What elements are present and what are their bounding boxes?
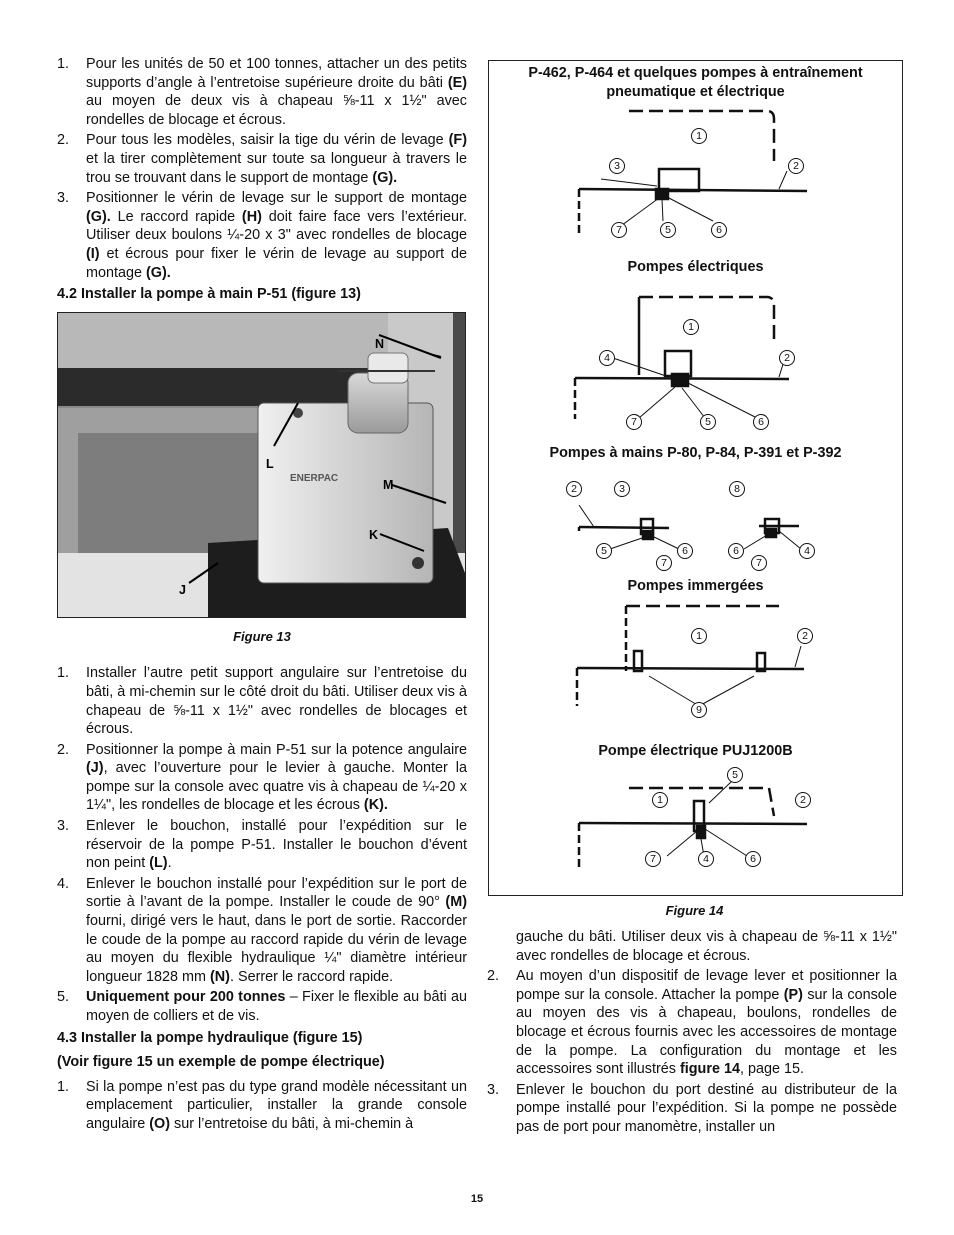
- text-run: gauche du bâti. Utiliser deux vis à chapeau de ⅝-11 x 1½" avec rondelles de blocage et écrous.: [516, 929, 897, 964]
- bold-text: (J): [86, 760, 104, 777]
- left-column: [57, 55, 467, 1136]
- pump-brand-label: ENERPAC: [290, 472, 339, 484]
- list-item-number: 2.: [487, 968, 500, 985]
- callout-7: 7: [645, 851, 661, 867]
- callout-7: 7: [751, 555, 767, 571]
- callout-2: 2: [566, 481, 582, 497]
- photo-label-l: L: [266, 456, 274, 471]
- figure-14-diagrams: [489, 61, 902, 895]
- callout-2: 2: [795, 792, 811, 808]
- callout-2: 2: [788, 158, 804, 174]
- text-run: sur la console au moyen des vis à chapeau, boulons, rondelles de blocage et écrous fournis avec les accessoires de montage de la pompe. La configuration du montage et les accessoires sont illustrés: [516, 986, 897, 1078]
- bold-text: (L): [149, 855, 168, 872]
- photo-label-k: K: [369, 527, 379, 542]
- figure-14-title-5: Pompe électrique PUJ1200B: [598, 743, 793, 759]
- bold-text: (F): [448, 132, 467, 149]
- callout-3: 3: [609, 158, 625, 174]
- steps-a: [57, 55, 467, 282]
- bold-text: (G).: [372, 169, 398, 186]
- list-item-number: 2.: [57, 741, 70, 758]
- list-item: [57, 55, 467, 129]
- figure-14-caption: Figure 14: [665, 903, 724, 918]
- list-item: [57, 988, 467, 1025]
- callout-4: 4: [599, 350, 615, 366]
- text-run: au moyen de deux vis à chapeau ⅝-11 x 1½" avec rondelles de blocage et écrous.: [86, 93, 467, 128]
- callout-1: 1: [691, 128, 707, 144]
- text-run: Installer l’autre petit support angulaire sur l’entretoise du bâti, à mi-chemin sur le côté droit du bâti. Utiliser deux vis à chapeau de ⅝-11 x 1½" avec rondelles de blocages et écrous.: [86, 665, 467, 738]
- text-run: Enlever le bouchon, installé pour l’expédition sur le réservoir de la pompe P-51. Installer le bouchon d’évent non peint: [86, 818, 467, 872]
- callout-6: 6: [711, 222, 727, 238]
- callout-6: 6: [745, 851, 761, 867]
- callout-4: 4: [799, 543, 815, 559]
- list-item-number: 2.: [57, 132, 70, 149]
- callout-6: 6: [728, 543, 744, 559]
- callout-9: 9: [691, 702, 707, 718]
- list-item: [57, 189, 467, 282]
- callout-7: 7: [626, 414, 642, 430]
- callout-7: 7: [611, 222, 627, 238]
- figure-14-title-3: Pompes à mains P-80, P-84, P-391 et P-392: [549, 445, 842, 461]
- text-run: et écrous pour fixer le vérin de levage au support de montage: [86, 245, 467, 281]
- continued-paragraph: [487, 928, 897, 965]
- list-item: [57, 741, 467, 815]
- text-run: Si la pompe n’est pas du type grand modèle nécessitant un emplacement particulier, installer la grande console angulaire: [86, 1078, 467, 1132]
- bold-text: (H): [241, 208, 262, 225]
- section-heading-4-3: 4.3 Installer la pompe hydraulique (figure 15): [57, 1029, 363, 1046]
- callout-1: 1: [683, 319, 699, 335]
- bold-text: (P): [783, 986, 803, 1003]
- page-number: 15: [470, 1193, 484, 1205]
- list-item: [57, 1078, 467, 1134]
- photo-label-m: M: [383, 477, 394, 492]
- photo-label-j: J: [179, 582, 186, 597]
- text-run: Enlever le bouchon du port destiné au distributeur de la pompe installé pour l’expédition. Si la pompe ne possède pas de port pour manomètre, installer un: [516, 1081, 897, 1135]
- text-run: et la tirer complètement sur toute sa longueur à travers le trou se trouvant dans le support de montage: [86, 150, 467, 186]
- list-item: [487, 1081, 897, 1137]
- list-item-number: 3.: [57, 190, 70, 207]
- callout-7: 7: [656, 555, 672, 571]
- steps-right: [487, 967, 897, 1136]
- bold-text: (M): [445, 894, 467, 911]
- callout-8: 8: [729, 481, 745, 497]
- bold-text: (G).: [146, 264, 171, 281]
- figure-14-title-4: Pompes immergées: [627, 578, 764, 594]
- bold-text: figure 14: [679, 1061, 740, 1078]
- list-item: [487, 967, 897, 1079]
- list-item: [57, 817, 467, 873]
- photo-label-n: N: [375, 336, 385, 351]
- list-item-number: 1.: [57, 1078, 70, 1095]
- text-run: – Fixer le flexible au bâti au moyen de colliers et de vis.: [86, 989, 468, 1024]
- text-run: sur l’entretoise du bâti, à mi-chemin à: [170, 1115, 414, 1132]
- bold-text: (K).: [363, 797, 388, 814]
- list-item-number: 5.: [57, 989, 70, 1006]
- list-item: [57, 131, 467, 187]
- callout-4: 4: [698, 851, 714, 867]
- text-run: fourni, dirigé vers le haut, dans le port de sortie. Raccorder le coude de la pompe au raccord rapide du vérin de levage au moyen du flexible hydraulique ¼" diamètre intérieur longueur 1828 mm: [86, 913, 467, 985]
- text-run: Positionner le vérin de levage sur le support de montage: [86, 190, 467, 207]
- text-run: Enlever le bouchon installé pour l’expédition sur le port de sortie à l’avant de la pompe. Installer le coude de 90°: [86, 875, 467, 911]
- callout-1: 1: [652, 792, 668, 808]
- list-item: [57, 664, 467, 738]
- text-run: Pour tous les modèles, saisir la tige du vérin de levage: [86, 132, 449, 149]
- figure-14-box: [488, 60, 903, 896]
- text-run: . Serrer le raccord rapide.: [229, 968, 394, 985]
- text-run: , avec l’ouverture pour le levier à gauche. Monter la pompe sur la console avec quatre vis à chapeau de ¼-20 x 1¼", les rondelles de blocage et les écrous: [86, 760, 467, 814]
- right-column: [487, 928, 897, 1139]
- callout-1: 1: [691, 628, 707, 644]
- bold-text: Uniquement pour 200 tonnes: [86, 989, 286, 1006]
- callout-3: 3: [614, 481, 630, 497]
- steps-b: [57, 664, 467, 1025]
- callout-5: 5: [596, 543, 612, 559]
- text-run: Pour les unités de 50 et 100 tonnes, attacher un des petits supports d’angle à l’entretoise supérieure droite du bâti: [86, 56, 467, 91]
- list-item-number: 1.: [57, 56, 70, 72]
- list-item-number: 4.: [57, 875, 70, 892]
- steps-c: [57, 1078, 467, 1134]
- list-item-number: 1.: [57, 665, 70, 682]
- figure-14-title-2: Pompes électriques: [627, 259, 764, 275]
- text-run: .: [167, 855, 172, 872]
- bold-text: (N): [210, 968, 230, 985]
- list-item-number: 3.: [487, 1081, 500, 1098]
- pump-photo-illustration: [58, 313, 465, 617]
- bold-text: (G).: [86, 208, 111, 225]
- callout-5: 5: [660, 222, 676, 238]
- list-item: [57, 875, 467, 987]
- text-run: doit faire face vers l’extérieur. Utiliser deux boulons ¼-20 x 3" avec rondelles de blocage: [86, 208, 467, 244]
- figure-13-photo: [57, 312, 466, 618]
- section-heading-4-2: 4.2 Installer la pompe à main P-51 (figure 13): [57, 286, 361, 303]
- list-item-number: 3.: [57, 818, 70, 835]
- section-subheading-4-3: (Voir figure 15 un exemple de pompe électrique): [57, 1054, 385, 1071]
- text-run: Le raccord rapide: [110, 208, 242, 225]
- callout-6: 6: [753, 414, 769, 430]
- callout-2: 2: [779, 350, 795, 366]
- callout-5: 5: [700, 414, 716, 430]
- callout-2: 2: [797, 628, 813, 644]
- text-run: Positionner la pompe à main P-51 sur la potence angulaire: [86, 741, 467, 758]
- bold-text: (I): [86, 245, 100, 262]
- figure-14-title-1: P-462, P-464 et quelques pompes à entraînement pneumatique et électrique: [528, 65, 863, 100]
- bold-text: (O): [149, 1115, 170, 1132]
- figure-13-caption: Figure 13: [233, 628, 291, 644]
- text-run: , page 15.: [739, 1061, 804, 1078]
- bold-text: (E): [447, 74, 467, 91]
- callout-5: 5: [727, 767, 743, 783]
- text-run: Au moyen d’un dispositif de levage lever et positionner la pompe sur la console. Attacher la pompe: [516, 968, 897, 1003]
- callout-6: 6: [677, 543, 693, 559]
